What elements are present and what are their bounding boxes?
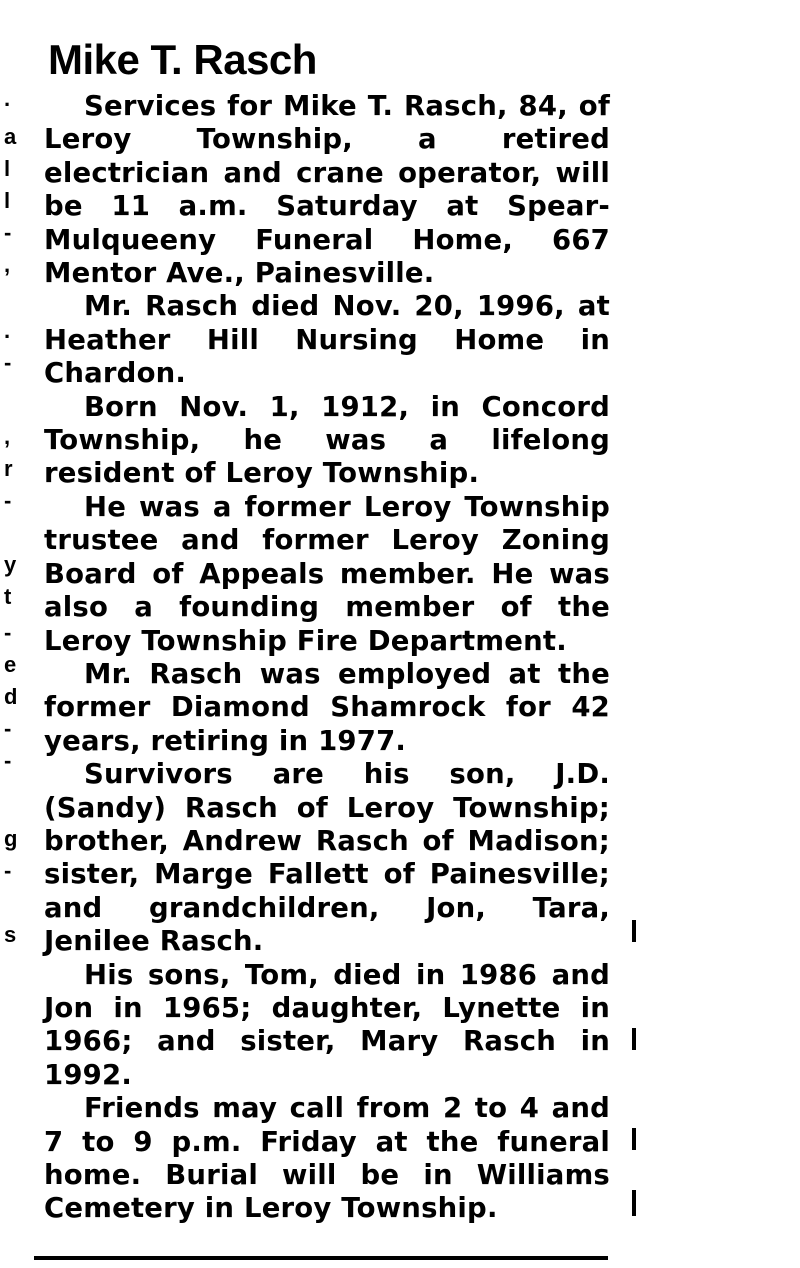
edge-mark xyxy=(632,920,636,942)
fragment: . xyxy=(4,318,11,343)
fragment: t xyxy=(4,584,12,609)
fragment: y xyxy=(4,552,17,577)
adjacent-column-edge xyxy=(630,920,640,1250)
obituary-article xyxy=(44,36,610,1226)
fragment: - xyxy=(4,716,12,741)
fragment: g xyxy=(4,826,18,851)
fragment: d xyxy=(4,684,18,709)
article-paragraph: Friends may call from 2 to 4 and 7 to 9 p.m. Friday at the funeral home. Burial will be in Williams Cemetery in Leroy Township. xyxy=(44,1092,610,1225)
fragment: . xyxy=(4,86,11,111)
edge-mark xyxy=(632,1028,636,1050)
fragment: - xyxy=(4,748,12,773)
fragment: r xyxy=(4,456,13,481)
fragment: - xyxy=(4,858,12,883)
fragment: - xyxy=(4,350,12,375)
fragment: s xyxy=(4,922,17,947)
fragment: l xyxy=(4,188,11,213)
article-body xyxy=(44,90,610,1226)
fragment: - xyxy=(4,488,12,513)
adjacent-column-fragments xyxy=(0,88,18,1268)
article-paragraph: Survivors are his son, J.D. (Sandy) Rasch of Leroy Township; brother, Andrew Rasch of Madison; sister, Marge Fallett of Painesville; and grandchildren, Jon, Tara, Jenilee Rasch. xyxy=(44,758,610,958)
article-paragraph: Services for Mike T. Rasch, 84, of Leroy Township, a retired electrician and crane operator, will be 11 a.m. Saturday at Spear-Mulqueeny Funeral Home, 667 Mentor Ave., Painesville. xyxy=(44,90,610,290)
fragment: - xyxy=(4,220,12,245)
fragment: , xyxy=(4,424,11,449)
article-paragraph: He was a former Leroy Township trustee and former Leroy Zoning Board of Appeals member. He was also a founding member of the Leroy Township Fire Department. xyxy=(44,490,610,657)
edge-mark xyxy=(632,1128,636,1150)
fragment: - xyxy=(4,620,12,645)
fragment: e xyxy=(4,652,17,677)
edge-mark xyxy=(632,1190,636,1216)
article-paragraph: Mr. Rasch was employed at the former Diamond Shamrock for 42 years, retiring in 1977. xyxy=(44,657,610,757)
article-paragraph: His sons, Tom, died in 1986 and Jon in 1965; daughter, Lynette in 1966; and sister, Mary Rasch in 1992. xyxy=(44,958,610,1091)
fragment: , xyxy=(4,252,11,277)
fragment: a xyxy=(4,124,17,149)
article-paragraph: Born Nov. 1, 1912, in Concord Township, he was a lifelong resident of Leroy Township. xyxy=(44,390,610,490)
article-headline: Mike T. Rasch xyxy=(48,36,317,83)
article-paragraph: Mr. Rasch died Nov. 20, 1996, at Heather Hill Nursing Home in Chardon. xyxy=(44,290,610,390)
fragment: l xyxy=(4,156,11,181)
column-rule xyxy=(34,1256,608,1260)
